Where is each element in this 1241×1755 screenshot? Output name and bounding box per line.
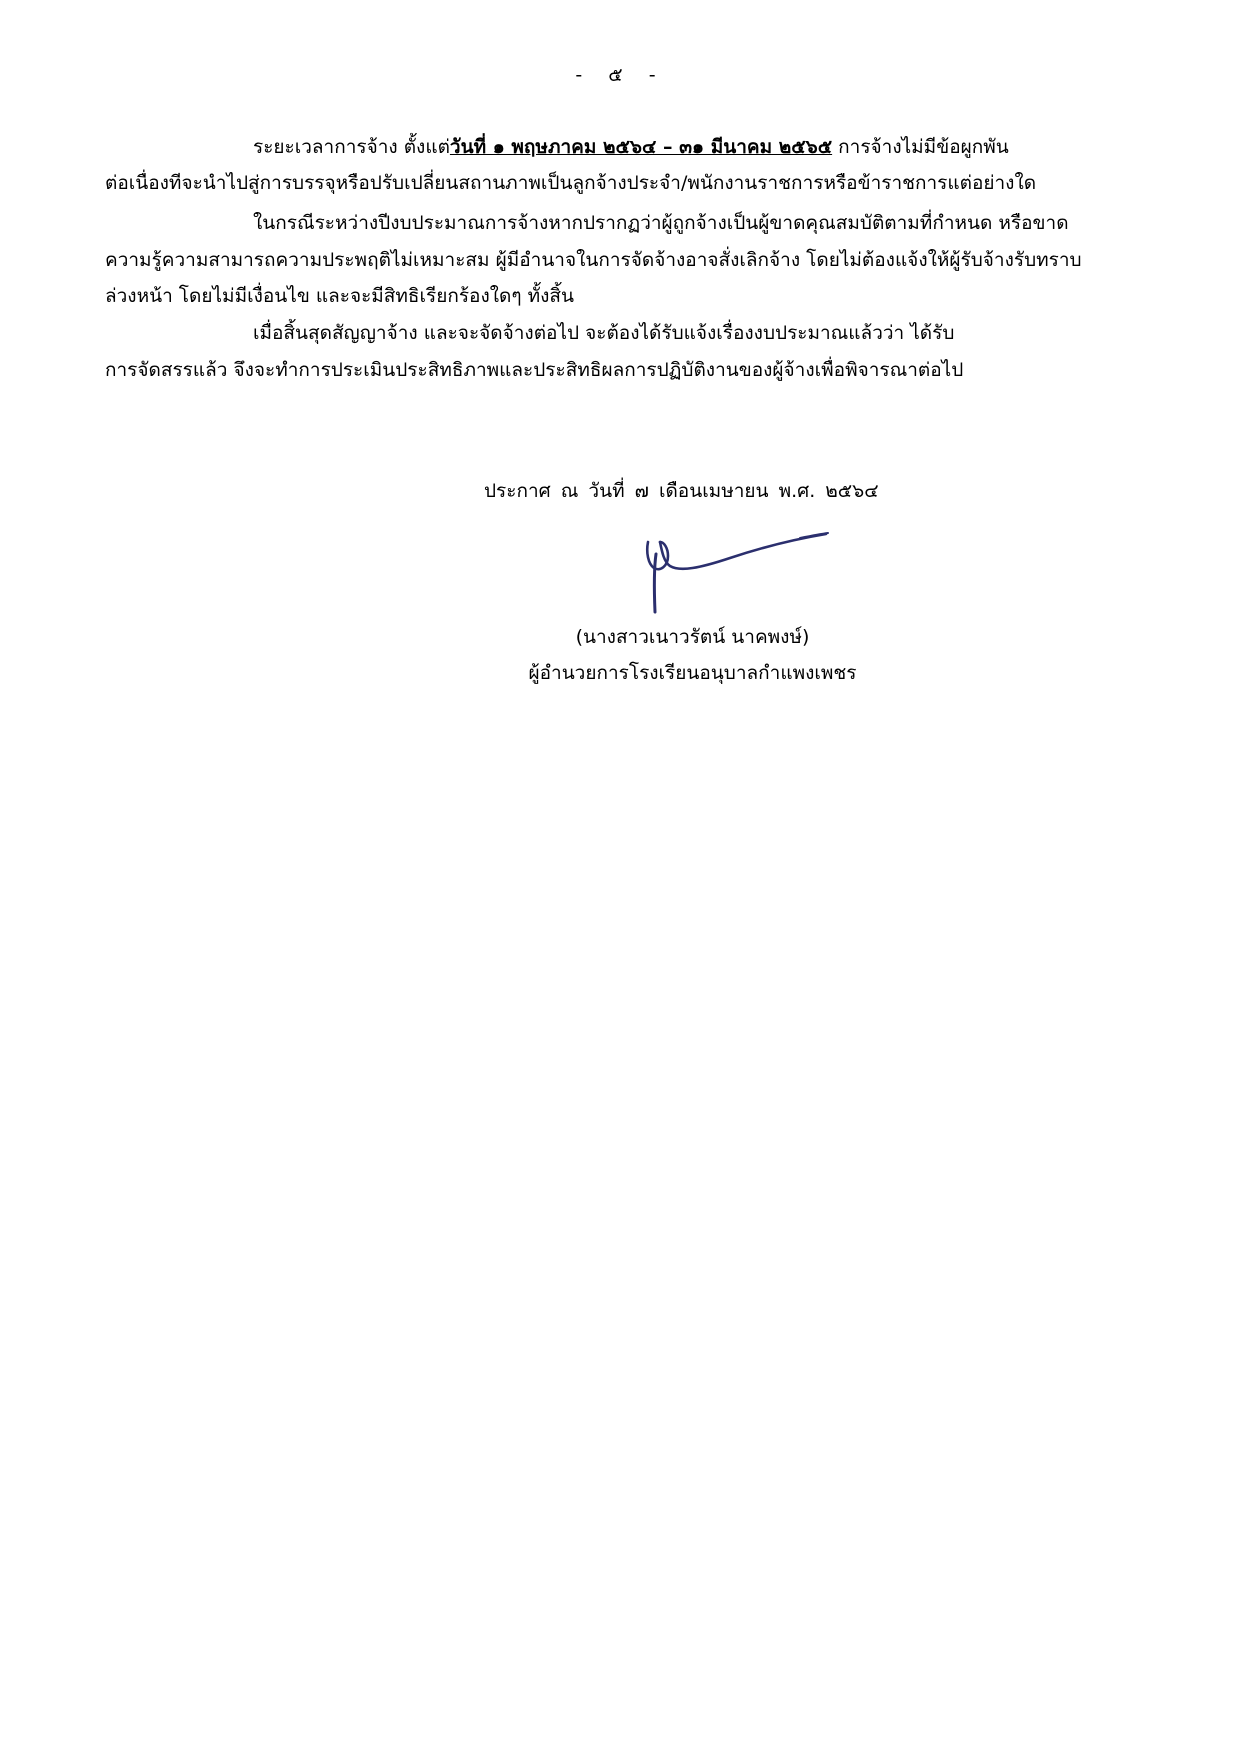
employment-period-label: ระยะเวลาการจ้าง ตั้งแต่ [253,136,450,158]
paragraph-2-line-2: ความรู้ความสามารถความประพฤติไม่เหมาะสม ผู้มีอำนาจในการจัดจ้างอาจสั่งเลิกจ้าง โดยไม่ต้องแจ้งให้ผู้รับจ้างรับทราบ [105,249,1082,271]
signer-title: ผู้อำนวยการโรงเรียนอนุบาลกำแพงเพชร [528,662,857,684]
paragraph-2-line-1: ในกรณีระหว่างปีงบประมาณการจ้างหากปรากฏว่าผู้ถูกจ้างเป็นผู้ขาดคุณสมบัติตามที่กำหนด หรือขาด [253,212,1069,234]
signer-name-line [0,622,1241,652]
paragraph-3-line-2: การจัดสรรแล้ว จึงจะทำการประเมินประสิทธิภาพและประสิทธิผลการปฏิบัติงานของผู้จ้างเพื่อพิจารณาต่อไป [105,359,964,381]
handwritten-signature [640,528,830,614]
paragraph-2-line-3: ล่วงหน้า โดยไม่มีเงื่อนไข และจะมีสิทธิเรียกร้องใดๆ ทั้งสิ้น [105,285,574,307]
announcement-date: ประกาศ ณ วันที่ ๗ เดือนเมษายน พ.ศ. ๒๕๖๔ [484,480,879,502]
paragraph-3-line-1: เมื่อสิ้นสุดสัญญาจ้าง และจะจัดจ้างต่อไป จะต้องได้รับแจ้งเรื่องงบประมาณแล้วว่า ได้รับ [253,322,955,344]
no-commitment-text: การจ้างไม่มีข้อผูกพัน [832,136,1009,158]
signer-name: (นางสาวเนาวรัตน์ นาคพงษ์) [575,626,810,648]
signer-title-line [0,658,1241,688]
employment-period-dates: วันที่ ๑ พฤษภาคม ๒๕๖๔ – ๓๑ มีนาคม ๒๕๖๕ [449,136,833,158]
page-number: - ๕ - [575,64,666,86]
paragraph-1-line-1 [253,134,1009,161]
paragraph-1-line-2: ต่อเนื่องทีจะนำไปสู่การบรรจุหรือปรับเปลี่ยนสถานภาพเป็นลูกจ้างประจำ/พนักงานราชการหรือข้าราชการแต่อย่างใด [105,172,1037,194]
